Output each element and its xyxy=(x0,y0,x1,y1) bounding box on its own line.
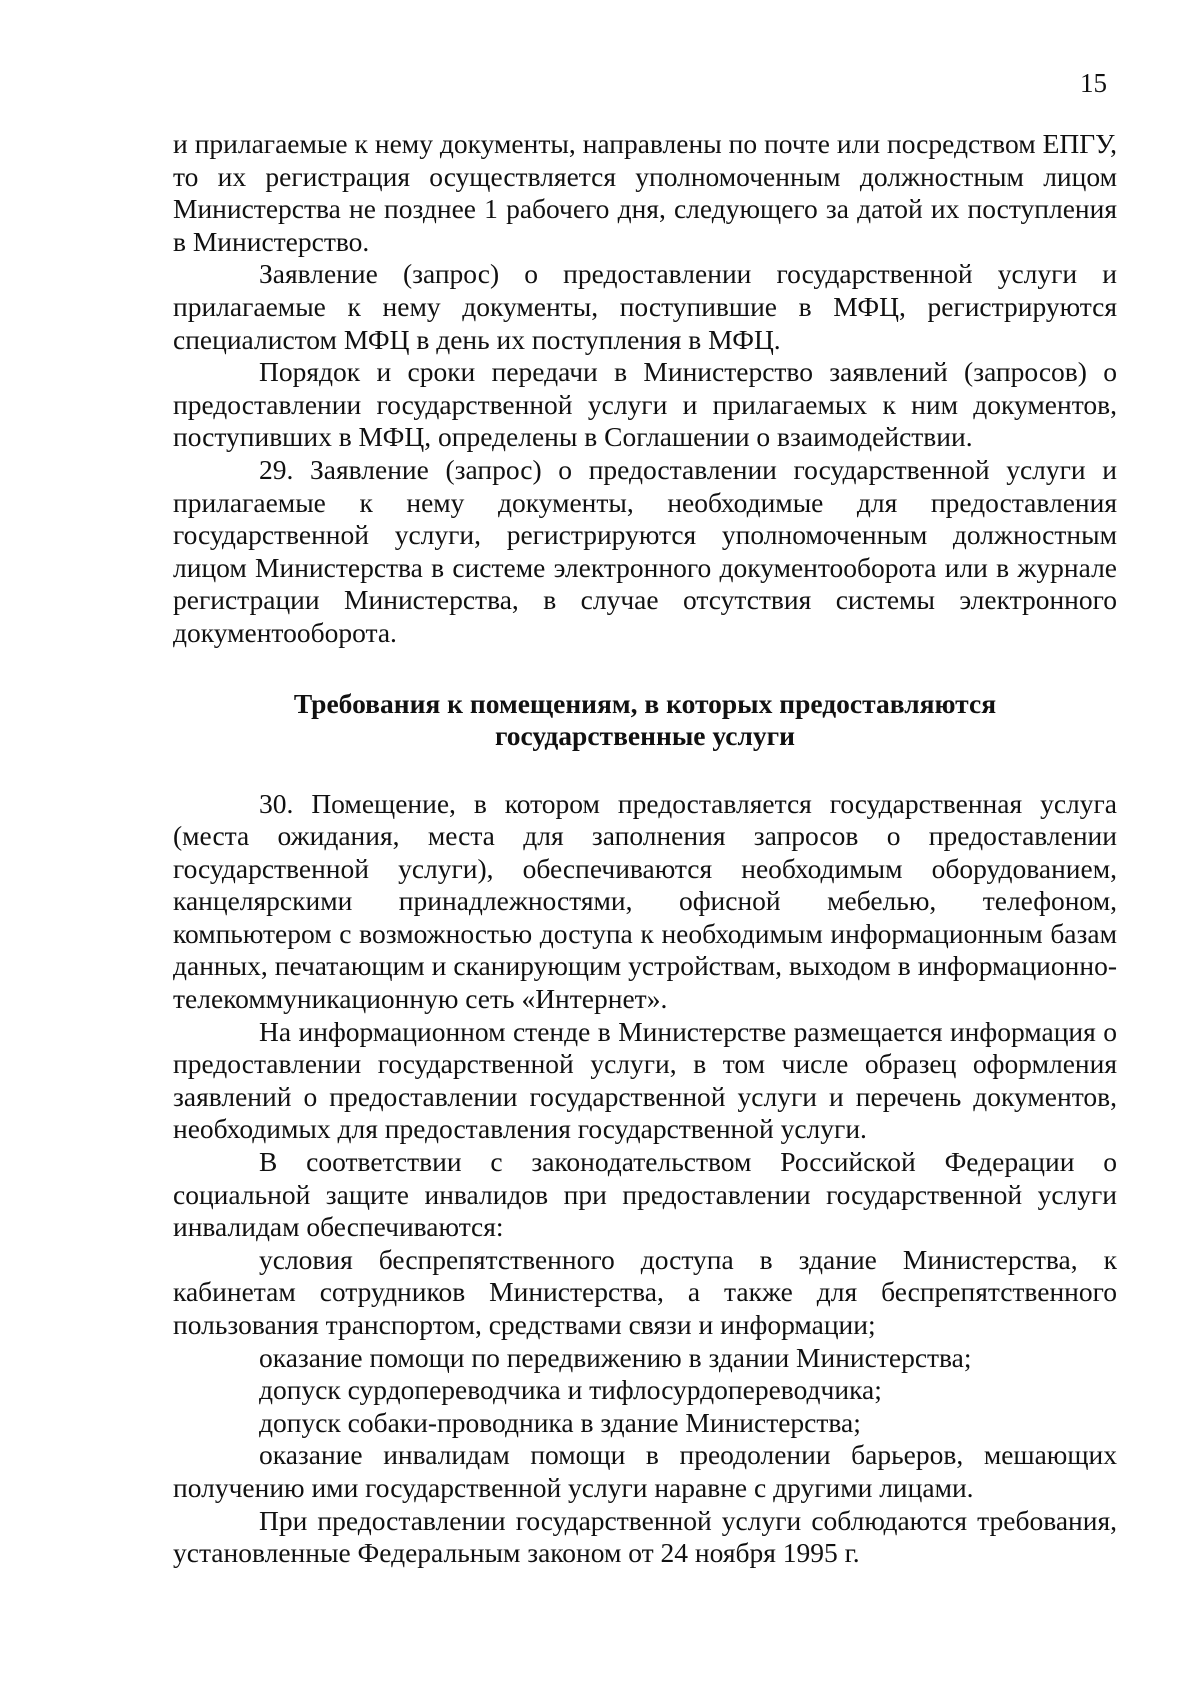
list-paragraph: оказание инвалидам помощи в преодолении барьеров, мешающих получению ими государственной услуги наравне с другими лицами. xyxy=(173,1439,1117,1503)
list-paragraph: условия беспрепятственного доступа в здание Министерства, к кабинетам сотрудников Министерства, а также для беспрепятственного пользования транспортом, средствами связи и информации; xyxy=(173,1243,1117,1340)
paragraph-item-29: 29. Заявление (запрос) о предоставлении государственной услуги и прилагаемые к нему документы, необходимые для предоставления государственной услуги, регистрируются уполномоченным должностным лицом Министерства в системе электронного документооборота или в журнале регистрации Министерства, в случае отсутствия системы электронного документооборота. xyxy=(173,453,1117,648)
paragraph: В соответствии с законодательством Российской Федерации о социальной защите инвалидов при предоставлении государственной услуги инвалидам обеспечиваются: xyxy=(173,1146,1117,1243)
section-heading-line: Требования к помещениям, в которых предоставляются xyxy=(293,687,997,719)
paragraph: При предоставлении государственной услуги соблюдаются требования, установленные Федеральным законом от 24 ноября 1995 г. xyxy=(173,1504,1117,1569)
paragraph: и прилагаемые к нему документы, направлены по почте или посредством ЕПГУ, то их регистрация осуществляется уполномоченным должностным лицом Министерства не позднее 1 рабочего дня, следующего за датой их поступления в Министерство. xyxy=(173,128,1117,257)
paragraph: Порядок и сроки передачи в Министерство заявлений (запросов) о предоставлении государственной услуги и прилагаемых к ним документов, поступивших в МФЦ, определены в Соглашении о взаимодействии. xyxy=(173,356,1117,453)
document-body xyxy=(173,128,1117,1570)
section-heading xyxy=(173,688,1117,752)
page-number: 15 xyxy=(1080,68,1107,98)
list-paragraph: оказание помощи по передвижению в здании Министерства; xyxy=(259,1341,972,1373)
paragraph: Заявление (запрос) о предоставлении государственной услуги и прилагаемые к нему документы, поступившие в МФЦ, регистрируются специалистом МФЦ в день их поступления в МФЦ. xyxy=(173,258,1117,355)
section-heading-line: государственные услуги xyxy=(494,719,795,751)
paragraph-item-30: 30. Помещение, в котором предоставляется государственная услуга (места ожидания, места для заполнения запросов о предоставлении государственной услуги), обеспечиваются необходимым оборудованием, канцелярскими принадлежностями, офисной мебелью, телефоном, компьютером с возможностью доступа к необходимым информационным базам данных, печатающим и сканирующим устройствам, выходом в информационно-телекоммуникационную сеть «Интернет». xyxy=(173,787,1117,1015)
list-paragraph: допуск сурдопереводчика и тифлосурдопереводчика; xyxy=(259,1374,882,1406)
list-paragraph: допуск собаки-проводника в здание Министерства; xyxy=(259,1406,861,1438)
paragraph: На информационном стенде в Министерстве размещается информация о предоставлении государственной услуги, в том числе образец оформления заявлений о предоставлении государственной услуги и перечень документов, необходимых для предоставления государственной услуги. xyxy=(173,1015,1117,1145)
